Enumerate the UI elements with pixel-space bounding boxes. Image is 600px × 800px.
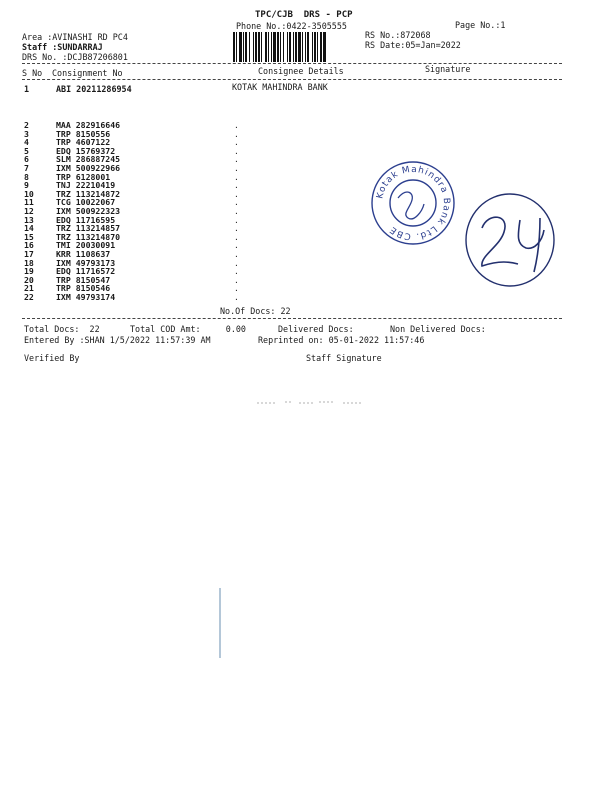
- divider: [22, 318, 562, 319]
- barcode-bar: [295, 32, 297, 62]
- total-docs: Total Docs: 22: [24, 324, 100, 334]
- row-1-consignee: KOTAK MAHINDRA BANK: [232, 82, 328, 92]
- row-sno: 3: [24, 128, 29, 139]
- rs-number: RS No.:872068: [365, 30, 431, 40]
- row-consignment-no: TRP 8150556: [56, 128, 111, 139]
- barcode-bar: [255, 32, 257, 62]
- row-consignment-no: IXM 49793174: [56, 292, 116, 302]
- area-label: Area :AVINASHI RD PC4: [22, 32, 128, 42]
- barcode-bar: [265, 32, 267, 62]
- row-sno: 5: [24, 145, 29, 156]
- row-consignee-placeholder: .: [234, 293, 239, 302]
- barcode-bar: [249, 32, 250, 62]
- row-consignee-placeholder: .: [234, 215, 239, 225]
- row-consignee-placeholder: .: [234, 181, 239, 191]
- row-1-sno: 1: [24, 84, 30, 94]
- row-consignee-placeholder: .: [234, 189, 239, 199]
- total-cod-amount: Total COD Amt: 0.00: [130, 324, 246, 334]
- barcode-bar: [289, 32, 291, 62]
- row-consignee-placeholder: .: [234, 267, 239, 277]
- barcode-bar: [283, 32, 284, 62]
- row-sno: 10: [24, 188, 34, 199]
- row-consignment-no: TRP 8150546: [56, 283, 111, 294]
- divider: [22, 63, 562, 64]
- row-consignee-placeholder: .: [234, 138, 239, 148]
- column-consignment: Consignment No: [52, 68, 123, 78]
- bank-stamp: [368, 158, 458, 248]
- staff-signature: Staff Signature: [306, 353, 382, 363]
- row-consignment-no: TRP 8150547: [56, 274, 111, 285]
- row-sno: 16: [24, 240, 34, 251]
- row-consignment-no: IXM 500922966: [56, 163, 121, 173]
- non-delivered-docs: Non Delivered Docs:: [390, 324, 486, 334]
- barcode-bar: [305, 32, 306, 62]
- delivered-docs: Delivered Docs:: [278, 324, 354, 334]
- row-sno: 6: [24, 154, 29, 165]
- barcode-bar: [253, 32, 254, 62]
- row-sno: 15: [24, 231, 34, 242]
- row-consignee-placeholder: .: [234, 284, 239, 294]
- barcode-bar: [239, 32, 242, 62]
- row-consignment-no: EDQ 11716572: [56, 266, 116, 277]
- row-1-consignment: ABI 20211286954: [56, 84, 132, 94]
- no-of-docs: No.Of Docs: 22: [220, 306, 291, 316]
- barcode-bar: [271, 32, 272, 62]
- barcode-bar: [320, 32, 322, 62]
- barcode-bar: [273, 32, 276, 62]
- staff-label: Staff :SUNDARRAJ: [22, 42, 103, 52]
- row-consignee-placeholder: .: [234, 258, 239, 268]
- divider: [22, 79, 562, 80]
- row-consignee-placeholder: .: [234, 232, 239, 242]
- entered-by: Entered By :SHAN 1/5/2022 11:57:39 AM: [24, 335, 211, 345]
- row-sno: 13: [24, 214, 34, 225]
- row-consignment-no: IXM 49793173: [56, 257, 116, 268]
- row-sno: 2: [24, 120, 29, 130]
- row-sno: 20: [24, 274, 34, 285]
- row-consignment-no: KRR 1108637: [56, 249, 111, 259]
- row-sno: 17: [24, 249, 34, 259]
- row-consignee-placeholder: .: [234, 241, 239, 251]
- reprinted-on: Reprinted on: 05-01-2022 11:57:46: [258, 335, 425, 345]
- row-sno: 9: [24, 180, 29, 191]
- barcode-bar: [293, 32, 294, 62]
- row-consignee-placeholder: .: [234, 129, 239, 139]
- sheet-title: TPC/CJB DRS - PCP: [255, 10, 353, 20]
- barcode-bar: [236, 32, 237, 62]
- row-consignment-no: TNJ 22210419: [56, 180, 116, 191]
- row-sno: 19: [24, 266, 34, 277]
- row-consignee-placeholder: .: [234, 207, 239, 216]
- phone-number: Phone No.:0422-3505555: [236, 21, 347, 31]
- barcode-bar: [280, 32, 281, 62]
- row-consignment-no: TCG 10022067: [56, 197, 116, 208]
- barcode-bar: [307, 32, 309, 62]
- barcode-bar: [243, 32, 244, 62]
- row-sno: 8: [24, 171, 29, 182]
- row-sno: 21: [24, 283, 34, 294]
- scan-artifact: [255, 398, 365, 406]
- barcode-bar: [258, 32, 260, 62]
- barcode-bar: [245, 32, 247, 62]
- row-consignment-no: EDQ 15769372: [56, 145, 116, 156]
- svg-text:Kotak Mahindra Bank Ltd. CBE: Kotak Mahindra Bank Ltd. CBE: [375, 164, 452, 242]
- row-consignee-placeholder: .: [234, 164, 239, 173]
- column-signature: Signature: [425, 64, 471, 74]
- row-consignee-placeholder: .: [234, 146, 239, 156]
- row-consignee-placeholder: .: [234, 121, 239, 130]
- drs-number: DRS No. :DCJB87206801: [22, 52, 128, 62]
- barcode-bar: [323, 32, 326, 62]
- barcode-bar: [317, 32, 318, 62]
- handwritten-signature: [460, 190, 560, 290]
- row-consignment-no: TRP 4607122: [56, 137, 111, 148]
- barcode-bar: [312, 32, 313, 62]
- barcode-bar: [287, 32, 288, 62]
- row-consignee-placeholder: .: [234, 224, 239, 234]
- rs-date: RS Date:05=Jan=2022: [365, 40, 461, 50]
- barcode-bar: [233, 32, 235, 62]
- row-consignee-placeholder: .: [234, 250, 239, 259]
- row-consignee-placeholder: .: [234, 275, 239, 285]
- row-consignment-no: TRP 6128001: [56, 171, 111, 182]
- row-sno: 18: [24, 257, 34, 268]
- barcode-bar: [261, 32, 262, 62]
- row-consignee-placeholder: .: [234, 172, 239, 182]
- row-sno: 12: [24, 206, 34, 216]
- barcode: [232, 32, 358, 62]
- column-consignee: Consignee Details: [258, 66, 344, 76]
- row-consignment-no: MAA 282916646: [56, 120, 121, 130]
- barcode-bar: [302, 32, 303, 62]
- row-sno: 11: [24, 197, 34, 208]
- row-sno: 14: [24, 223, 34, 234]
- row-sno: 4: [24, 137, 29, 148]
- page-number: Page No.:1: [455, 20, 506, 30]
- row-consignment-no: EDQ 11716595: [56, 214, 116, 225]
- barcode-bar: [268, 32, 269, 62]
- verified-by: Verified By: [24, 353, 80, 363]
- row-consignment-no: TMI 20030091: [56, 240, 116, 251]
- row-consignment-no: IXM 500922323: [56, 206, 121, 216]
- row-consignee-placeholder: .: [234, 155, 239, 165]
- row-sno: 7: [24, 163, 29, 173]
- barcode-bar: [314, 32, 316, 62]
- table-row: [24, 293, 284, 302]
- barcode-bar: [277, 32, 279, 62]
- row-consignment-no: SLM 286887245: [56, 154, 121, 165]
- scan-artifact: [218, 588, 222, 660]
- row-consignment-no: TRZ 113214872: [56, 188, 121, 199]
- row-consignee-placeholder: .: [234, 198, 239, 208]
- column-sno: S No: [22, 68, 43, 78]
- row-consignment-no: TRZ 113214870: [56, 231, 121, 242]
- row-sno: 22: [24, 292, 34, 302]
- row-consignment-no: TRZ 113214857: [56, 223, 121, 234]
- barcode-bar: [298, 32, 301, 62]
